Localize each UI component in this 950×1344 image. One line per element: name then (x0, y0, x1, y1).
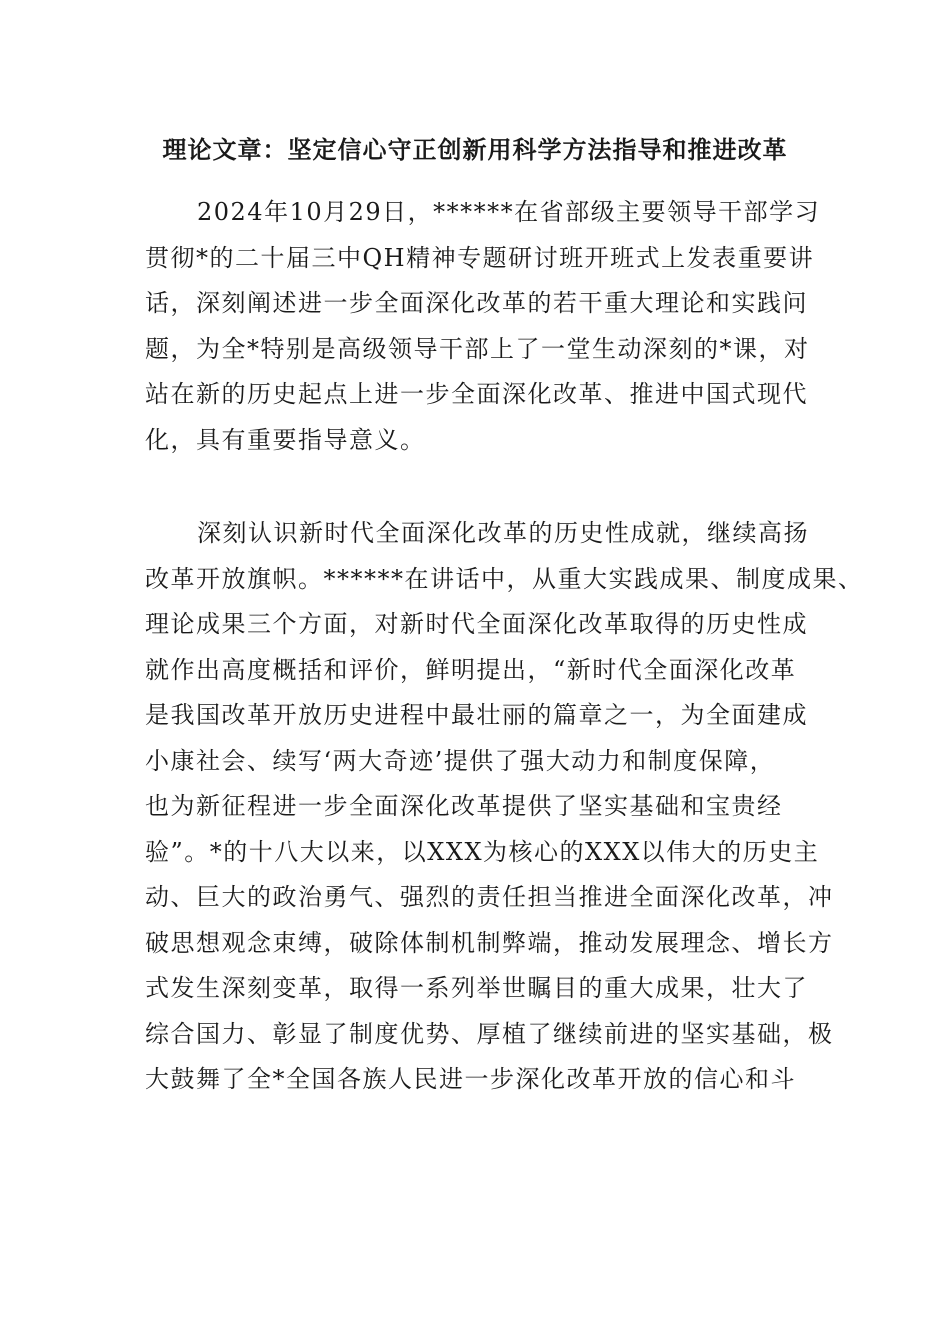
paragraph-line: 也为新征程进一步全面深化改革提供了坚实基础和宝贵经 (145, 792, 783, 820)
paragraph-line: 题，为全*特别是高级领导干部上了一堂生动深刻的*课，对 (145, 334, 810, 363)
paragraph-line: 贯彻*的二十届三中QH精神专题研讨班开班式上发表重要讲 (145, 243, 815, 272)
paragraph-spacer (145, 463, 810, 511)
paragraph-line: 小康社会、续写‘两大奇迹’提供了强大动力和制度保障， (145, 746, 776, 775)
paragraph-line: 式发生深刻变革，取得一系列举世瞩目的重大成果，壮大了 (145, 974, 808, 1002)
paragraph-line: 大鼓舞了全*全国各族人民进一步深化改革开放的信心和斗 (145, 1065, 796, 1093)
paragraph-line: 就作出高度概括和评价，鲜明提出，“新时代全面深化改革 (145, 655, 797, 684)
paragraph-line: 验”。*的十八大以来，以XXX为核心的XXX以伟大的历史主 (145, 837, 820, 866)
paragraph-line: 动、巨大的政治勇气、强烈的责任担当推进全面深化改革，冲 (145, 883, 834, 911)
paragraph-2 (145, 511, 864, 1103)
paragraph-line: 化，具有重要指导意义。 (145, 425, 426, 454)
paragraph-line: 是我国改革开放历史进程中最壮丽的篇章之一，为全面建成 (145, 701, 808, 729)
paragraph-line: 综合国力、彰显了制度优势、厚植了继续前进的坚实基础，极 (145, 1019, 834, 1048)
paragraph-line: 话，深刻阐述进一步全面深化改革的若干重大理论和实践问 (145, 289, 808, 317)
paragraph-line: 深刻认识新时代全面深化改革的历史性成就，继续高扬 (197, 519, 809, 547)
paragraph-1 (145, 190, 821, 463)
paragraph-line: 理论成果三个方面，对新时代全面深化改革取得的历史性成 (145, 610, 808, 638)
paragraph-line: 站在新的历史起点上进一步全面深化改革、推进中国式现代 (145, 380, 808, 408)
document-body (145, 190, 864, 1103)
paragraph-line: 2024年10月29日，******在省部级主要领导干部学习 (197, 198, 821, 226)
paragraph-line: 改革开放旗帜。******在讲话中，从重大实践成果、制度成果、 (145, 564, 864, 593)
document-title: 理论文章：坚定信心守正创新用科学方法指导和推进改革 (162, 136, 788, 164)
paragraph-line: 破思想观念束缚，破除体制机制弊端，推动发展理念、增长方 (145, 928, 834, 957)
